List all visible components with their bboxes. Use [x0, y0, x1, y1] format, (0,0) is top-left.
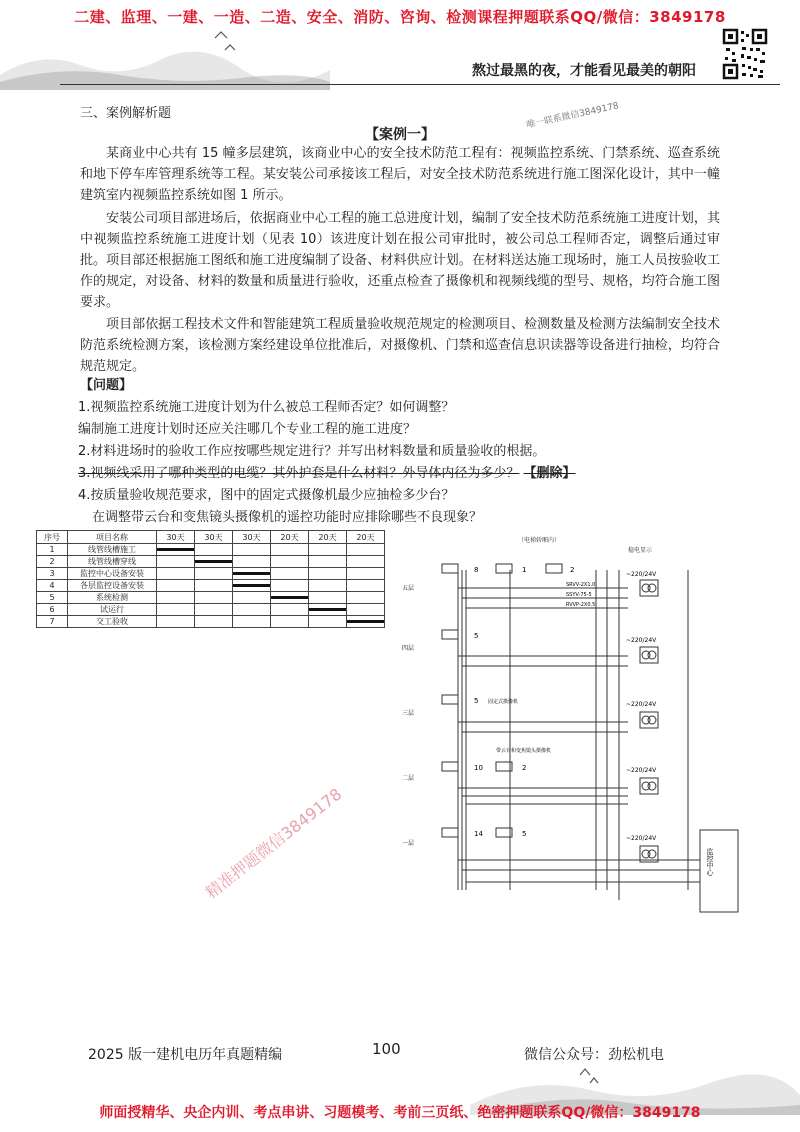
- floor-3: [402, 695, 658, 732]
- schedule-row: [37, 556, 385, 568]
- schedule-cell: [347, 604, 385, 616]
- schedule-cell: [271, 580, 309, 592]
- transformer-icon: [640, 580, 658, 596]
- floor-1: [402, 828, 700, 882]
- schedule-cell: [347, 544, 385, 556]
- case-paragraph-2: 安装公司项目部进场后，依据商业中心工程的施工总进度计划，编制了安全技术防范系统施工进度计划，其中视频监控系统施工进度计划（见表 10）该进度计划在报公司审批时，被公司总工程师否定，调整后通过审批。项目部还根据施工图纸和施工进度编制了设备、材料供应计划。在材料送达施工现场时，施工人员按验收工作的规定，对设备、材料的数量和质量进行验收，还重点检查了摄像机和视频线缆的型号、规格，均符合施工图要求。: [80, 211, 720, 310]
- schedule-cell: [157, 556, 195, 568]
- diagram-right-label: 稳电显示: [628, 547, 653, 554]
- schedule-no: 1: [37, 544, 68, 556]
- col-header: 项目名称: [68, 531, 157, 544]
- schedule-cell: [309, 580, 347, 592]
- footer-book-title: 2025 版一建机电历年真题精编: [88, 1047, 283, 1063]
- schedule-no: 5: [37, 592, 68, 604]
- schedule-cell: [233, 616, 271, 628]
- schedule-row: [37, 604, 385, 616]
- ptz-camera-label: 带云台和变焦镜头摄像机: [496, 748, 552, 754]
- floor-2: [402, 747, 658, 804]
- schedule-cell: [309, 592, 347, 604]
- voltage-label: ~220/24V: [626, 767, 657, 774]
- landscape-decoration: [0, 20, 330, 90]
- question-3: [78, 462, 576, 481]
- schedule-task: 交工验收: [68, 616, 157, 628]
- case-paragraph-3: 项目部依据工程技术文件和智能建筑工程质量验收规范规定的检测项目、检测数量及检测方法编制安全技术防范系统检测方案，该检测方案经建设单位批准后，对摄像机、门禁和巡查信息识读器等设备进行抽检，均符合规范规定。: [80, 317, 720, 374]
- voltage-label: ~220/24V: [626, 701, 657, 708]
- schedule-cell: [271, 556, 309, 568]
- case-title: 【案例一】: [365, 127, 435, 143]
- camera-count: 2: [570, 566, 575, 574]
- gantt-bar: [233, 584, 270, 587]
- question-4: 4.按质量验收规范要求，图中的固定式摄像机最少应抽检多少台？: [78, 488, 455, 503]
- schedule-cell: [195, 592, 233, 604]
- schedule-task: 线管线槽施工: [68, 544, 157, 556]
- schedule-cell: [233, 604, 271, 616]
- schedule-header-row: [37, 531, 385, 544]
- motto: 熬过最黑的夜，才能看见最美的朝阳: [472, 63, 696, 79]
- page-number: 100: [372, 1040, 401, 1058]
- schedule-task: 线管线槽穿线: [68, 556, 157, 568]
- schedule-cell: [347, 592, 385, 604]
- schedule-cell: [347, 568, 385, 580]
- schedule-no: 6: [37, 604, 68, 616]
- fixed-camera-icon: [442, 762, 458, 771]
- gantt-bar: [271, 596, 308, 599]
- col-header: 序号: [37, 531, 68, 544]
- wiring-diagram: [400, 530, 780, 930]
- bottom-banner: 师面授精华、央企内训、考点串讲、习题模考、考前三页纸、绝密押题联系QQ/微信：3849178: [99, 1105, 701, 1121]
- schedule-cell: [195, 616, 233, 628]
- col-header: 30天: [233, 531, 271, 544]
- footer-wechat: 微信公众号：劲松机电: [524, 1047, 664, 1063]
- voltage-label: ~220/24V: [626, 571, 657, 578]
- gantt-bar: [157, 548, 194, 551]
- watermark-large: 精准押题微信3849178: [201, 784, 346, 903]
- camera-count: 2: [522, 764, 527, 772]
- header-divider: [60, 84, 780, 85]
- camera-count: 8: [474, 566, 479, 574]
- col-header: 20天: [309, 531, 347, 544]
- schedule-row: [37, 616, 385, 628]
- camera-count: 5: [474, 632, 479, 640]
- schedule-cell: [233, 556, 271, 568]
- monitoring-center-label: 监控中心: [706, 848, 714, 876]
- floor-label: 二层: [402, 775, 415, 782]
- floor-label: 四层: [402, 645, 415, 652]
- deleted-tag: 【删除】: [523, 466, 576, 481]
- question-2: 2.材料进场时的验收工作应按哪些规定进行？并写出材料数量和质量验收的根据。: [78, 444, 546, 459]
- cable-label: SSYV-75-5: [566, 592, 592, 598]
- schedule-cell: [233, 592, 271, 604]
- schedule-cell: [271, 568, 309, 580]
- schedule-cell: [195, 544, 233, 556]
- top-banner: 二建、监理、一建、一造、二造、安全、消防、咨询、检测课程押题联系QQ/微信：3849178: [74, 8, 726, 26]
- section-title: 三、案例解析题: [80, 106, 172, 121]
- schedule-cell: [271, 604, 309, 616]
- question-4-sub: 在调整带云台和变焦镜头摄像机的遥控功能时应排除哪些不良现象？: [92, 510, 483, 525]
- floor-label: 五层: [402, 585, 415, 592]
- camera-count: 14: [474, 830, 483, 838]
- col-header: 30天: [157, 531, 195, 544]
- col-header: 20天: [347, 531, 385, 544]
- floor-label: 三层: [402, 710, 415, 717]
- schedule-cell: [271, 592, 309, 604]
- gantt-bar: [347, 620, 384, 623]
- schedule-cell: [271, 616, 309, 628]
- gantt-bar: [195, 560, 232, 563]
- schedule-cell: [195, 604, 233, 616]
- schedule-cell: [157, 580, 195, 592]
- schedule-cell: [157, 568, 195, 580]
- watermark-small: 唯一联系微信3849178: [525, 101, 620, 131]
- schedule-no: 3: [37, 568, 68, 580]
- schedule-cell: [347, 616, 385, 628]
- case-paragraph-1: 某商业中心共有 15 幢多层建筑，该商业中心的安全技术防范工程有：视频监控系统、门禁系统、巡查系统和地下停车库管理系统等工程。某安装公司承接该工程后，对安全技术防范系统进行施工图深化设计，其中一幢建筑室内视频监控系统如图 1 所示。: [80, 146, 720, 203]
- transformer-icon: [640, 712, 658, 728]
- fixed-camera-icon: [442, 695, 458, 704]
- schedule-cell: [347, 580, 385, 592]
- schedule-cell: [157, 616, 195, 628]
- schedule-cell: [309, 568, 347, 580]
- schedule-cell: [309, 544, 347, 556]
- transformer-coil-icon: [648, 716, 656, 724]
- fixed-camera-icon: [442, 828, 458, 837]
- camera-count: 5: [522, 830, 527, 838]
- diagram-top-label: （电梯轿厢内）: [518, 537, 561, 544]
- schedule-no: 4: [37, 580, 68, 592]
- schedule-cell: [309, 616, 347, 628]
- schedule-cell: [233, 568, 271, 580]
- schedule-cell: [309, 556, 347, 568]
- fixed-camera-icon: [442, 630, 458, 639]
- gantt-bar: [233, 572, 270, 575]
- voltage-label: ~220/24V: [626, 835, 657, 842]
- gantt-bar: [309, 608, 346, 611]
- floor-4: [402, 630, 658, 666]
- schedule-row: [37, 544, 385, 556]
- transformer-coil-icon: [648, 651, 656, 659]
- questions-heading: 【问题】: [80, 378, 133, 393]
- schedule-cell: [233, 580, 271, 592]
- transformer-icon: [640, 778, 658, 794]
- cable-label: SRVV-2X1.0: [566, 582, 596, 588]
- schedule-no: 7: [37, 616, 68, 628]
- schedule-row: [37, 568, 385, 580]
- schedule-cell: [157, 592, 195, 604]
- schedule-task: 监控中心设备安装: [68, 568, 157, 580]
- qr-code-icon: [722, 28, 768, 80]
- schedule-cell: [157, 544, 195, 556]
- schedule-cell: [347, 556, 385, 568]
- floor-label: 一层: [402, 840, 415, 847]
- schedule-cell: [195, 556, 233, 568]
- question-1: 1.视频监控系统施工进度计划为什么被总工程师否定？如何调整？: [78, 400, 455, 415]
- schedule-cell: [195, 568, 233, 580]
- schedule-row: [37, 580, 385, 592]
- camera-count: 10: [474, 764, 483, 772]
- voltage-label: ~220/24V: [626, 637, 657, 644]
- transformer-coil-icon: [648, 584, 656, 592]
- schedule-task: 试运行: [68, 604, 157, 616]
- question-1-sub: 编制施工进度计划时还应关注哪几个专业工程的施工进度？: [78, 422, 417, 437]
- camera-count: 5: [474, 697, 479, 705]
- schedule-cell: [157, 604, 195, 616]
- transformer-coil-icon: [648, 782, 656, 790]
- col-header: 30天: [195, 531, 233, 544]
- cable-label: RVVP-2X0.5: [566, 602, 596, 608]
- transformer-icon: [640, 647, 658, 663]
- schedule-cell: [309, 604, 347, 616]
- transformer-coil-icon: [648, 850, 656, 858]
- question-3-text: 3.视频线采用了哪种类型的电缆？其外护套是什么材料？外导体内径为多少？: [78, 466, 520, 481]
- fixed-camera-label: 固定式摄像机: [488, 699, 519, 705]
- fixed-camera-icon: [546, 564, 562, 573]
- camera-count: 1: [522, 566, 527, 574]
- floor-5: [402, 564, 658, 608]
- schedule-task: 各层监控设备安装: [68, 580, 157, 592]
- schedule-table: [36, 530, 385, 628]
- schedule-cell: [233, 544, 271, 556]
- schedule-cell: [271, 544, 309, 556]
- col-header: 20天: [271, 531, 309, 544]
- schedule-cell: [195, 580, 233, 592]
- schedule-task: 系统检测: [68, 592, 157, 604]
- fixed-camera-icon: [442, 564, 458, 573]
- schedule-no: 2: [37, 556, 68, 568]
- schedule-row: [37, 592, 385, 604]
